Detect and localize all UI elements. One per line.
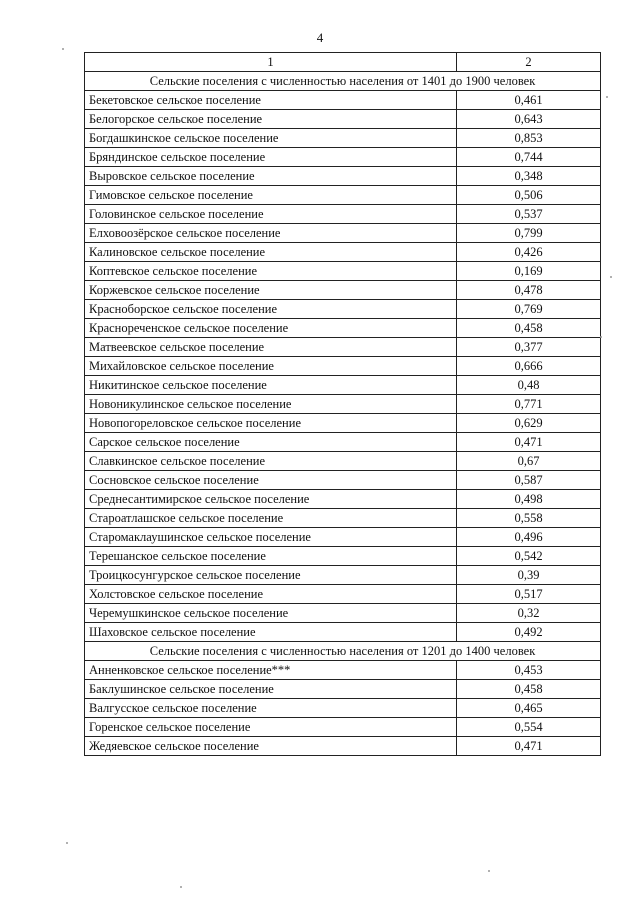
table-row	[85, 699, 601, 718]
value-cell: 0,643	[457, 110, 601, 129]
value-cell: 0,458	[457, 680, 601, 699]
settlement-name-cell: Новоникулинское сельское поселение	[85, 395, 457, 414]
settlement-name-cell: Краснореченское сельское поселение	[85, 319, 457, 338]
table-row	[85, 338, 601, 357]
scan-speck	[606, 96, 608, 98]
value-cell: 0,744	[457, 148, 601, 167]
settlement-name-cell: Выровское сельское поселение	[85, 167, 457, 186]
value-cell: 0,629	[457, 414, 601, 433]
value-cell: 0,537	[457, 205, 601, 224]
column-header-2: 2	[457, 53, 601, 72]
table-row	[85, 167, 601, 186]
settlement-name-cell: Терешанское сельское поселение	[85, 547, 457, 566]
value-cell: 0,39	[457, 566, 601, 585]
table-row	[85, 376, 601, 395]
scan-speck	[600, 336, 602, 338]
table-row	[85, 148, 601, 167]
settlement-name-cell: Баклушинское сельское поселение	[85, 680, 457, 699]
value-cell: 0,771	[457, 395, 601, 414]
scan-speck	[180, 886, 182, 888]
table-row	[85, 91, 601, 110]
settlement-name-cell: Шаховское сельское поселение	[85, 623, 457, 642]
data-table	[84, 52, 601, 756]
table-row	[85, 604, 601, 623]
table-row	[85, 243, 601, 262]
table-row	[85, 490, 601, 509]
section-header-row	[85, 72, 601, 91]
settlement-name-cell: Сосновское сельское поселение	[85, 471, 457, 490]
settlement-name-cell: Валгусское сельское поселение	[85, 699, 457, 718]
settlement-name-cell: Троицкосунгурское сельское поселение	[85, 566, 457, 585]
value-cell: 0,48	[457, 376, 601, 395]
settlement-name-cell: Новопогореловское сельское поселение	[85, 414, 457, 433]
value-cell: 0,558	[457, 509, 601, 528]
table-row	[85, 224, 601, 243]
settlement-name-cell: Староатлашское сельское поселение	[85, 509, 457, 528]
table-row	[85, 433, 601, 452]
table-row	[85, 737, 601, 756]
value-cell: 0,458	[457, 319, 601, 338]
value-cell: 0,517	[457, 585, 601, 604]
settlement-name-cell: Среднесантимирское сельское поселение	[85, 490, 457, 509]
settlement-name-cell: Матвеевское сельское поселение	[85, 338, 457, 357]
value-cell: 0,496	[457, 528, 601, 547]
settlement-name-cell: Гимовское сельское поселение	[85, 186, 457, 205]
value-cell: 0,471	[457, 737, 601, 756]
table-row	[85, 566, 601, 585]
settlement-name-cell: Елховоозёрское сельское поселение	[85, 224, 457, 243]
table-row	[85, 585, 601, 604]
settlement-name-cell: Бекетовское сельское поселение	[85, 91, 457, 110]
value-cell: 0,492	[457, 623, 601, 642]
settlement-name-cell: Черемушкинское сельское поселение	[85, 604, 457, 623]
value-cell: 0,426	[457, 243, 601, 262]
table-row	[85, 395, 601, 414]
settlement-name-cell: Горенское сельское поселение	[85, 718, 457, 737]
value-cell: 0,506	[457, 186, 601, 205]
column-header-row	[85, 53, 601, 72]
settlement-name-cell: Славкинское сельское поселение	[85, 452, 457, 471]
scan-speck	[62, 48, 64, 50]
table-row	[85, 186, 601, 205]
value-cell: 0,67	[457, 452, 601, 471]
settlement-name-cell: Старомаклаушинское сельское поселение	[85, 528, 457, 547]
value-cell: 0,799	[457, 224, 601, 243]
table-row	[85, 414, 601, 433]
table-row	[85, 547, 601, 566]
table-row	[85, 281, 601, 300]
value-cell: 0,554	[457, 718, 601, 737]
settlement-name-cell: Калиновское сельское поселение	[85, 243, 457, 262]
table-row	[85, 471, 601, 490]
value-cell: 0,478	[457, 281, 601, 300]
table-row	[85, 661, 601, 680]
page-number: 4	[316, 30, 324, 45]
settlement-name-cell: Коптевское сельское поселение	[85, 262, 457, 281]
value-cell: 0,377	[457, 338, 601, 357]
value-cell: 0,169	[457, 262, 601, 281]
settlement-name-cell: Сарское сельское поселение	[85, 433, 457, 452]
section-title: Сельские поселения с численностью населения от 1401 до 1900 человек	[85, 72, 601, 91]
value-cell: 0,461	[457, 91, 601, 110]
value-cell: 0,853	[457, 129, 601, 148]
settlement-name-cell: Жедяевское сельское поселение	[85, 737, 457, 756]
table-row	[85, 718, 601, 737]
value-cell: 0,666	[457, 357, 601, 376]
settlement-name-cell: Никитинское сельское поселение	[85, 376, 457, 395]
section-title: Сельские поселения с численностью населения от 1201 до 1400 человек	[85, 642, 601, 661]
settlement-name-cell: Анненковское сельское поселение***	[85, 661, 457, 680]
value-cell: 0,471	[457, 433, 601, 452]
table-row	[85, 110, 601, 129]
section-header-row	[85, 642, 601, 661]
value-cell: 0,542	[457, 547, 601, 566]
table-row	[85, 528, 601, 547]
settlement-name-cell: Михайловское сельское поселение	[85, 357, 457, 376]
settlement-name-cell: Богдашкинское сельское поселение	[85, 129, 457, 148]
settlement-name-cell: Бряндинское сельское поселение	[85, 148, 457, 167]
table-row	[85, 319, 601, 338]
value-cell: 0,32	[457, 604, 601, 623]
table-row	[85, 623, 601, 642]
value-cell: 0,769	[457, 300, 601, 319]
settlement-name-cell: Коржевское сельское поселение	[85, 281, 457, 300]
table-row	[85, 357, 601, 376]
value-cell: 0,498	[457, 490, 601, 509]
value-cell: 0,465	[457, 699, 601, 718]
settlement-name-cell: Белогорское сельское поселение	[85, 110, 457, 129]
value-cell: 0,587	[457, 471, 601, 490]
settlement-name-cell: Красноборское сельское поселение	[85, 300, 457, 319]
table-row	[85, 205, 601, 224]
scan-speck	[488, 870, 490, 872]
table-row	[85, 452, 601, 471]
scan-speck	[66, 842, 68, 844]
table-row	[85, 300, 601, 319]
settlement-name-cell: Холстовское сельское поселение	[85, 585, 457, 604]
value-cell: 0,453	[457, 661, 601, 680]
settlement-name-cell: Головинское сельское поселение	[85, 205, 457, 224]
table-body	[85, 53, 601, 756]
value-cell: 0,348	[457, 167, 601, 186]
table-row	[85, 509, 601, 528]
scan-speck	[610, 276, 612, 278]
table-row	[85, 129, 601, 148]
table-row	[85, 680, 601, 699]
column-header-1: 1	[85, 53, 457, 72]
table-row	[85, 262, 601, 281]
